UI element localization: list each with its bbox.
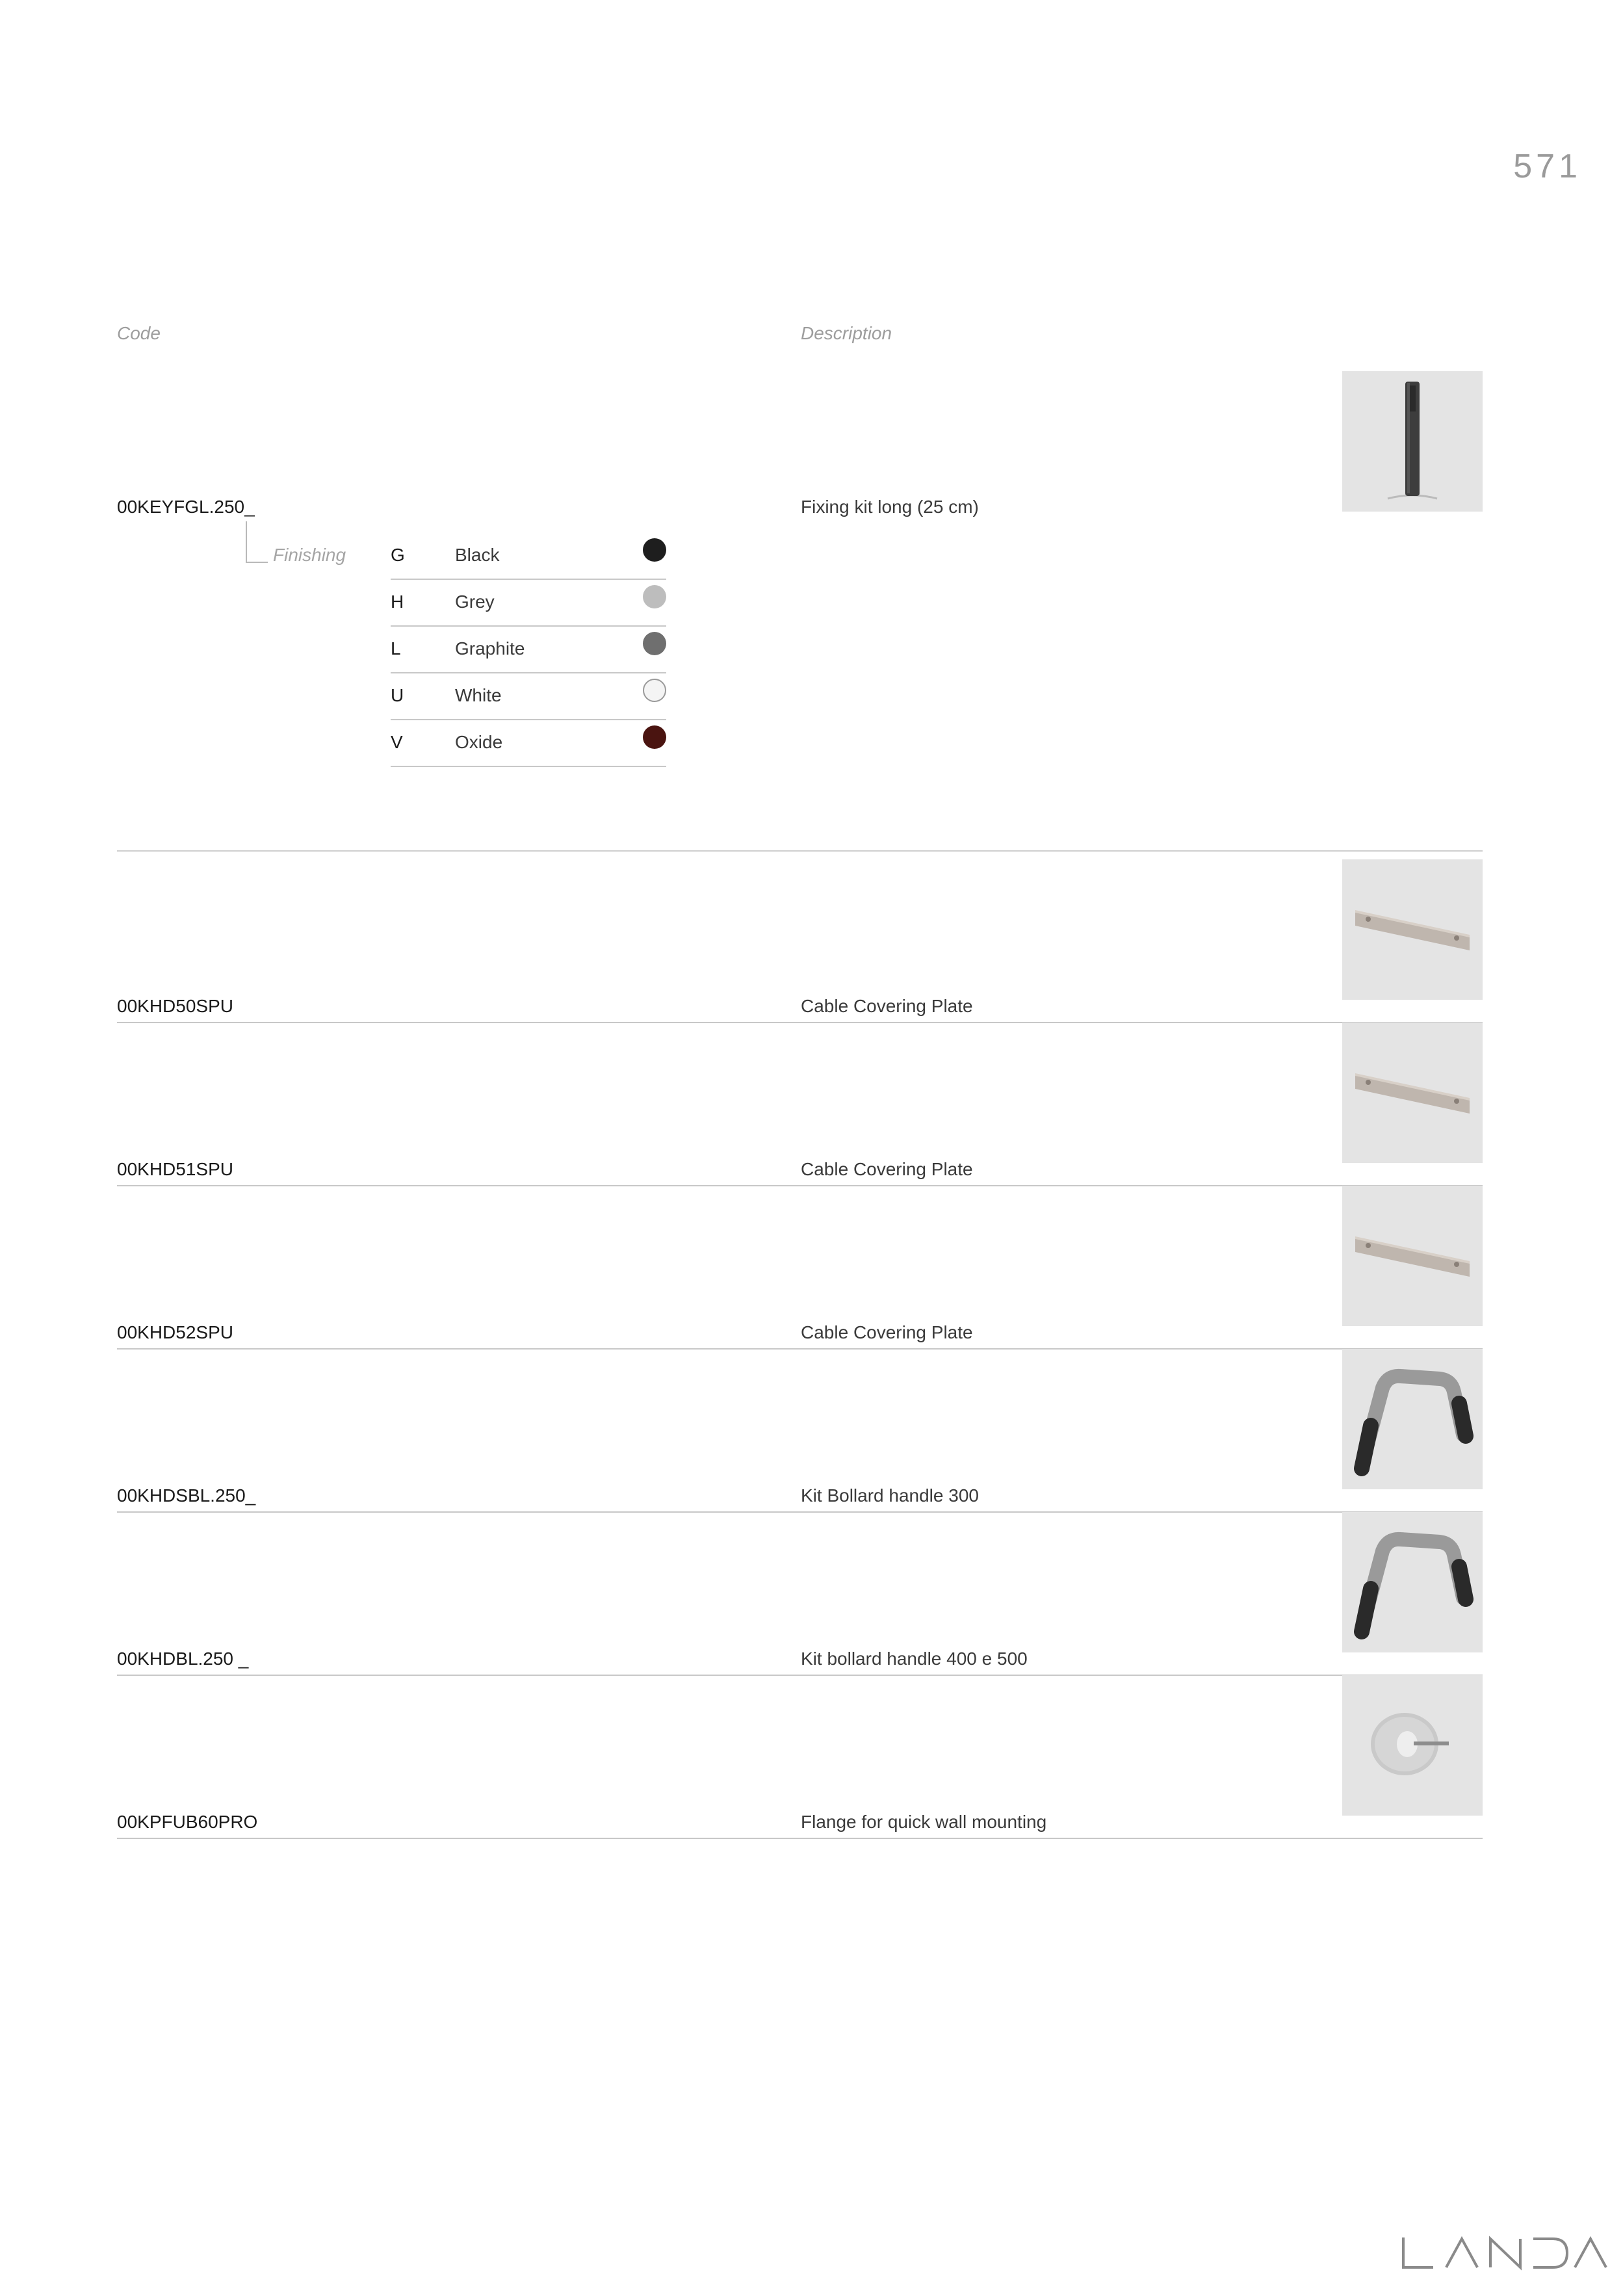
product-code: 00KHD50SPU <box>117 996 233 1016</box>
finish-name: Oxide <box>455 732 503 752</box>
product-code: 00KHD51SPU <box>117 1159 233 1179</box>
code-column-header: Code <box>117 323 161 343</box>
plate-image <box>1342 1186 1483 1326</box>
plate-image <box>1342 859 1483 1000</box>
handle-image <box>1342 1349 1483 1489</box>
flange-image <box>1342 1675 1483 1816</box>
finish-code: H <box>391 592 404 612</box>
row-rule <box>117 1838 1483 1839</box>
finish-option-grey <box>391 580 666 627</box>
color-swatch <box>643 725 666 749</box>
product-description: Kit Bollard handle 300 <box>801 1485 979 1506</box>
handle-image <box>1342 1512 1483 1652</box>
landa-logo <box>1399 2231 1607 2276</box>
color-swatch <box>643 632 666 655</box>
finish-option-white <box>391 673 666 720</box>
fixing-kit-code: 00KEYFGL.250_ <box>117 497 255 517</box>
finish-name: Grey <box>455 592 495 612</box>
product-description: Flange for quick wall mounting <box>801 1812 1047 1832</box>
finish-name: Graphite <box>455 638 525 659</box>
fixing-kit-image <box>1342 371 1483 512</box>
finishing-connector <box>246 521 268 563</box>
section-divider <box>117 850 1483 852</box>
description-column-header: Description <box>801 323 892 343</box>
product-description: Kit bollard handle 400 e 500 <box>801 1649 1028 1669</box>
product-code: 00KPFUB60PRO <box>117 1812 258 1832</box>
finish-code: U <box>391 685 404 705</box>
plate-image <box>1342 1023 1483 1163</box>
product-row <box>117 859 1483 1023</box>
finish-code: V <box>391 732 403 752</box>
color-swatch <box>643 679 666 702</box>
product-row <box>117 1512 1483 1676</box>
product-code: 00KHDSBL.250_ <box>117 1485 256 1506</box>
finish-code: G <box>391 545 405 565</box>
color-swatch <box>643 538 666 562</box>
finish-code: L <box>391 638 401 659</box>
product-row <box>117 1186 1483 1350</box>
finish-name: White <box>455 685 502 705</box>
finishing-label: Finishing <box>273 545 346 565</box>
color-swatch <box>643 585 666 608</box>
fixing-kit-description: Fixing kit long (25 cm) <box>801 497 979 517</box>
product-code: 00KHD52SPU <box>117 1322 233 1342</box>
finish-option-black <box>391 533 666 580</box>
page-number: 571 <box>1513 148 1581 185</box>
product-row <box>117 1349 1483 1513</box>
product-row <box>117 1023 1483 1186</box>
product-row <box>117 1675 1483 1839</box>
finish-option-graphite <box>391 627 666 673</box>
product-description: Cable Covering Plate <box>801 996 973 1016</box>
finish-name: Black <box>455 545 500 565</box>
product-description: Cable Covering Plate <box>801 1322 973 1342</box>
finish-options <box>391 533 666 767</box>
finish-option-oxide <box>391 720 666 767</box>
product-description: Cable Covering Plate <box>801 1159 973 1179</box>
product-code: 00KHDBL.250 _ <box>117 1649 249 1669</box>
